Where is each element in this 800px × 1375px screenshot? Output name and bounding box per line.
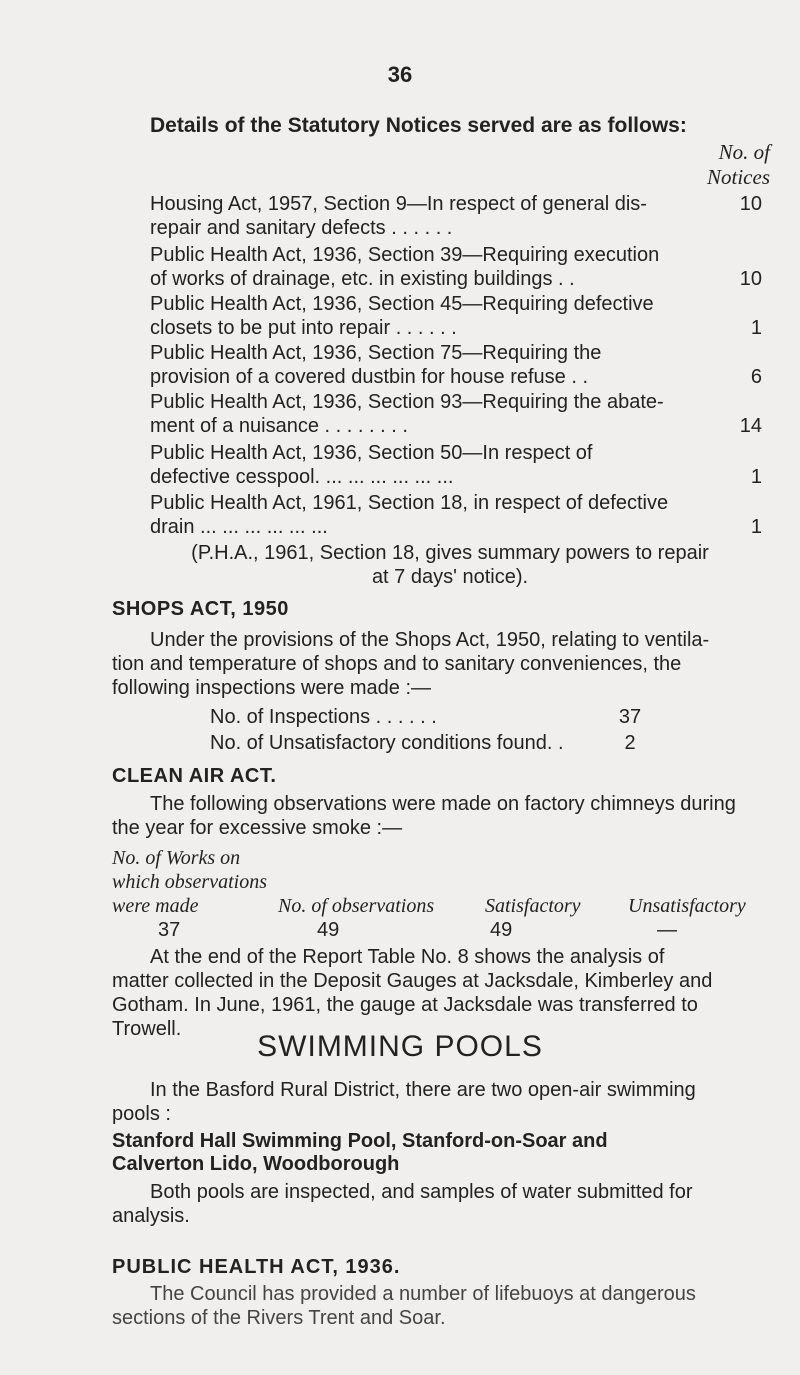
notice-count: 10 bbox=[739, 268, 762, 290]
notice-line-1: Public Health Act, 1961, Section 18, in respect of defective bbox=[150, 492, 669, 514]
notice-count: 14 bbox=[739, 415, 762, 437]
para-line: Gotham. In June, 1961, the gauge at Jacksdale was transferred to bbox=[112, 994, 698, 1016]
notice-line-2: repair and sanitary defects . . . . . . bbox=[150, 217, 453, 239]
para-line: Trowell. bbox=[112, 1018, 182, 1040]
pool-name: Calverton Lido, Woodborough bbox=[112, 1153, 400, 1175]
para-line: the year for excessive smoke :— bbox=[112, 817, 403, 839]
col-works-header: No. of Works on which observations were made bbox=[112, 847, 267, 917]
col-observations-header: No. of observations bbox=[278, 895, 435, 917]
val-observations: 49 bbox=[317, 919, 340, 941]
notice-item bbox=[150, 243, 762, 291]
notice-line-1: Public Health Act, 1936, Section 93—Requiring the abate- bbox=[150, 391, 664, 413]
inspections-row bbox=[210, 706, 642, 729]
notice-line-2: defective cesspool. ... ... ... ... ... ... bbox=[150, 466, 454, 488]
para-line: Under the provisions of the Shops Act, 1950, relating to ventila- bbox=[150, 629, 710, 651]
para-line: pools : bbox=[112, 1103, 171, 1125]
col-head-line-2: Notices bbox=[707, 165, 770, 189]
shops-paragraph bbox=[112, 628, 767, 700]
report-paragraph bbox=[112, 945, 767, 1041]
notice-item bbox=[150, 192, 762, 240]
notice-item bbox=[150, 491, 762, 539]
para-line: The following observations were made on factory chimneys during bbox=[150, 793, 736, 815]
notice-line-1: Public Health Act, 1936, Section 75—Requiring the bbox=[150, 342, 602, 364]
para-line: sections of the Rivers Trent and Soar. bbox=[112, 1307, 446, 1329]
val-works: 37 bbox=[158, 919, 181, 941]
col-satisfactory-header: Satisfactory bbox=[485, 895, 581, 917]
notice-item bbox=[150, 341, 762, 389]
notice-line-1: Public Health Act, 1936, Section 50—In respect of bbox=[150, 442, 593, 464]
pools-inspection-paragraph bbox=[112, 1180, 767, 1228]
notice-line-1: Public Health Act, 1936, Section 39—Requiring execution bbox=[150, 244, 660, 266]
unsatisfactory-value: 2 bbox=[624, 732, 636, 754]
inspections-value: 37 bbox=[618, 706, 642, 728]
pools-paragraph bbox=[112, 1078, 767, 1126]
para-line: analysis. bbox=[112, 1205, 190, 1227]
para-line: matter collected in the Deposit Gauges at Jacksdale, Kimberley and bbox=[112, 970, 713, 992]
col-unsatisfactory-header: Unsatisfactory bbox=[628, 895, 746, 917]
notice-item bbox=[150, 292, 762, 340]
para-line: following inspections were made :— bbox=[112, 677, 432, 699]
notice-line-1: Housing Act, 1957, Section 9—In respect of general dis- bbox=[150, 193, 647, 215]
pool-name: Stanford Hall Swimming Pool, Stanford-on-Soar and bbox=[112, 1130, 608, 1152]
shops-heading: SHOPS ACT, 1950 bbox=[112, 598, 289, 620]
notice-line-2: of works of drainage, etc. in existing buildings . . bbox=[150, 268, 575, 290]
unsatisfactory-row bbox=[210, 732, 636, 755]
unsatisfactory-label: No. of Unsatisfactory conditions found. . bbox=[210, 732, 564, 754]
swimming-pools-heading: SWIMMING POOLS bbox=[257, 1030, 543, 1063]
notice-item bbox=[150, 441, 762, 489]
notice-line-2: drain ... ... ... ... ... ... bbox=[150, 516, 328, 538]
statutory-remark bbox=[150, 541, 750, 589]
col-head-line-1: No. of bbox=[718, 140, 770, 164]
para-line: At the end of the Report Table No. 8 shows the analysis of bbox=[150, 946, 665, 968]
clean-air-paragraph bbox=[112, 792, 767, 840]
notice-count: 1 bbox=[750, 516, 762, 538]
notice-line-1: Public Health Act, 1936, Section 45—Requiring defective bbox=[150, 293, 654, 315]
para-line: In the Basford Rural District, there are two open-air swimming bbox=[150, 1079, 696, 1101]
inspections-label: No. of Inspections . . . . . . bbox=[210, 706, 437, 728]
notices-column-header bbox=[660, 140, 770, 190]
clean-air-heading: CLEAN AIR ACT. bbox=[112, 765, 277, 787]
notice-count: 1 bbox=[750, 317, 762, 339]
para-line: tion and temperature of shops and to sanitary conveniences, the bbox=[112, 653, 682, 675]
notice-line-2: closets to be put into repair . . . . . . bbox=[150, 317, 457, 339]
para-line: Both pools are inspected, and samples of water submitted for bbox=[150, 1181, 693, 1203]
para-line: The Council has provided a number of lifebuoys at dangerous bbox=[150, 1283, 696, 1305]
remark-line-2: at 7 days' notice). bbox=[371, 566, 529, 588]
public-health-paragraph bbox=[112, 1282, 767, 1330]
notice-line-2: ment of a nuisance . . . . . . . . bbox=[150, 415, 408, 437]
page-number: 36 bbox=[387, 62, 413, 87]
notice-line-2: provision of a covered dustbin for house refuse . . bbox=[150, 366, 589, 388]
notice-count: 6 bbox=[750, 366, 762, 388]
notice-count: 1 bbox=[750, 466, 762, 488]
public-health-heading: PUBLIC HEALTH ACT, 1936. bbox=[112, 1256, 401, 1278]
statutory-intro: Details of the Statutory Notices served are as follows: bbox=[150, 114, 687, 137]
notice-count: 10 bbox=[739, 193, 762, 215]
val-satisfactory: 49 bbox=[490, 919, 513, 941]
remark-line-1: (P.H.A., 1961, Section 18, gives summary powers to repair bbox=[191, 542, 709, 564]
notice-item bbox=[150, 390, 762, 438]
val-unsatisfactory: — bbox=[657, 919, 677, 941]
